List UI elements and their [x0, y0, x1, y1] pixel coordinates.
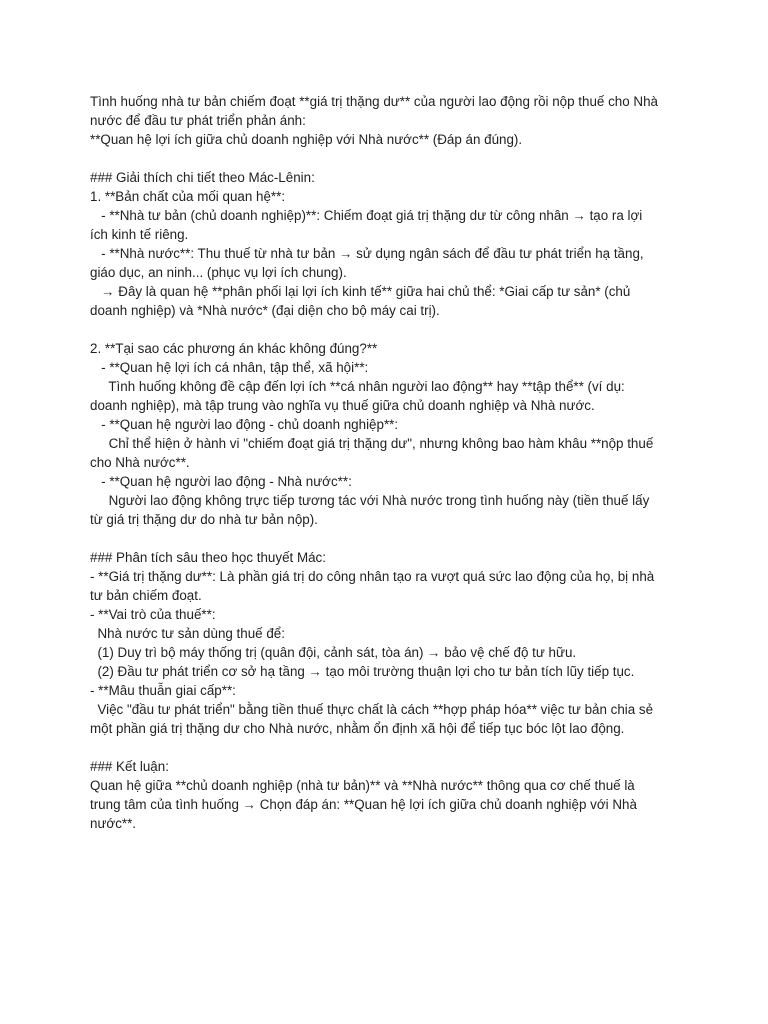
text-line: - **Quan hệ người lao động - chủ doanh nghiệp**: [90, 417, 399, 432]
text-line: 2. **Tại sao các phương án khác không đúng?** [90, 341, 378, 356]
explanation-section [90, 168, 690, 320]
text-line: Tình huống nhà tư bản chiếm đoạt **giá trị thặng dư** của người lao động rồi nộp thuế cho Nhà [90, 94, 658, 109]
paragraph-gap [90, 738, 690, 757]
text-line: doanh nghiệp), mà tập trung vào nghĩa vụ thuế giữa chủ doanh nghiệp và Nhà nước. [90, 398, 595, 413]
text-line: Quan hệ giữa **chủ doanh nghiệp (nhà tư bản)** và **Nhà nước** thông qua cơ chế thuế là [90, 778, 635, 793]
text-line: - **Nhà tư bản (chủ doanh nghiệp)**: Chiếm đoạt giá trị thặng dư từ công nhân → tạo ra lợi [90, 208, 643, 223]
text-line: giáo dục, an ninh... (phục vụ lợi ích chung). [90, 265, 347, 280]
section-heading: ### Kết luận: [90, 759, 169, 774]
paragraph-gap [90, 529, 690, 548]
conclusion-section [90, 757, 690, 833]
intro-paragraph [90, 92, 690, 149]
text-line: một phần giá trị thặng dư cho Nhà nước, nhằm ổn định xã hội để tiếp tục bóc lột lao động. [90, 721, 625, 736]
text-line: - **Quan hệ người lao động - Nhà nước**: [90, 474, 352, 489]
text-line: từ giá trị thặng dư do nhà tư bản nộp). [90, 512, 318, 527]
paragraph-gap [90, 320, 690, 339]
section-heading: ### Giải thích chi tiết theo Mác-Lênin: [90, 170, 315, 185]
text-line: Người lao động không trực tiếp tương tác với Nhà nước trong tình huống này (tiền thuế lấy [90, 493, 650, 508]
alternatives-section [90, 339, 690, 529]
text-line: - **Mâu thuẫn giai cấp**: [90, 683, 236, 698]
text-line: nước**. [90, 816, 137, 831]
analysis-section [90, 548, 690, 738]
text-line: (2) Đầu tư phát triển cơ sở hạ tầng → tạo môi trường thuận lợi cho tư bản tích lũy tiếp tục. [90, 664, 635, 679]
section-heading: ### Phân tích sâu theo học thuyết Mác: [90, 550, 326, 565]
text-line: → Đây là quan hệ **phân phối lại lợi ích kinh tế** giữa hai chủ thể: *Giai cấp tư sản* (chủ [90, 284, 631, 299]
text-line: 1. **Bản chất của mối quan hệ**: [90, 189, 286, 204]
text-line: ích kinh tế riêng. [90, 227, 189, 242]
text-line: - **Giá trị thặng dư**: Là phần giá trị do công nhân tạo ra vượt quá sức lao động của họ, bị nhà [90, 569, 655, 584]
document-body [90, 92, 690, 833]
text-line: - **Vai trò của thuế**: [90, 607, 216, 622]
text-line: tư bản chiếm đoạt. [90, 588, 202, 603]
text-line: (1) Duy trì bộ máy thống trị (quân đội, cảnh sát, tòa án) → bảo vệ chế độ tư hữu. [90, 645, 577, 660]
paragraph-gap [90, 149, 690, 168]
text-line: doanh nghiệp) và *Nhà nước* (đại diện cho bộ máy cai trị). [90, 303, 440, 318]
text-line: Nhà nước tư sản dùng thuế để: [90, 626, 285, 641]
text-line: **Quan hệ lợi ích giữa chủ doanh nghiệp với Nhà nước** (Đáp án đúng). [90, 132, 523, 147]
text-line: - **Quan hệ lợi ích cá nhân, tập thể, xã hội**: [90, 360, 369, 375]
text-line: Việc "đầu tư phát triển" bằng tiền thuế thực chất là cách **hợp pháp hóa** việc tư bản chia sẻ [90, 702, 654, 717]
text-line: Tình huống không đề cập đến lợi ích **cá nhân người lao động** hay **tập thể** (ví dụ: [90, 379, 625, 394]
text-line: trung tâm của tình huống → Chọn đáp án: **Quan hệ lợi ích giữa chủ doanh nghiệp với Nhà [90, 797, 637, 812]
text-line: - **Nhà nước**: Thu thuế từ nhà tư bản → sử dụng ngân sách để đầu tư phát triển hạ tầng, [90, 246, 644, 261]
text-line: cho Nhà nước**. [90, 455, 190, 470]
text-line: nước để đầu tư phát triển phản ánh: [90, 113, 306, 128]
text-line: Chỉ thể hiện ở hành vi "chiếm đoạt giá trị thặng dư", nhưng không bao hàm khâu **nộp thuế [90, 436, 654, 451]
